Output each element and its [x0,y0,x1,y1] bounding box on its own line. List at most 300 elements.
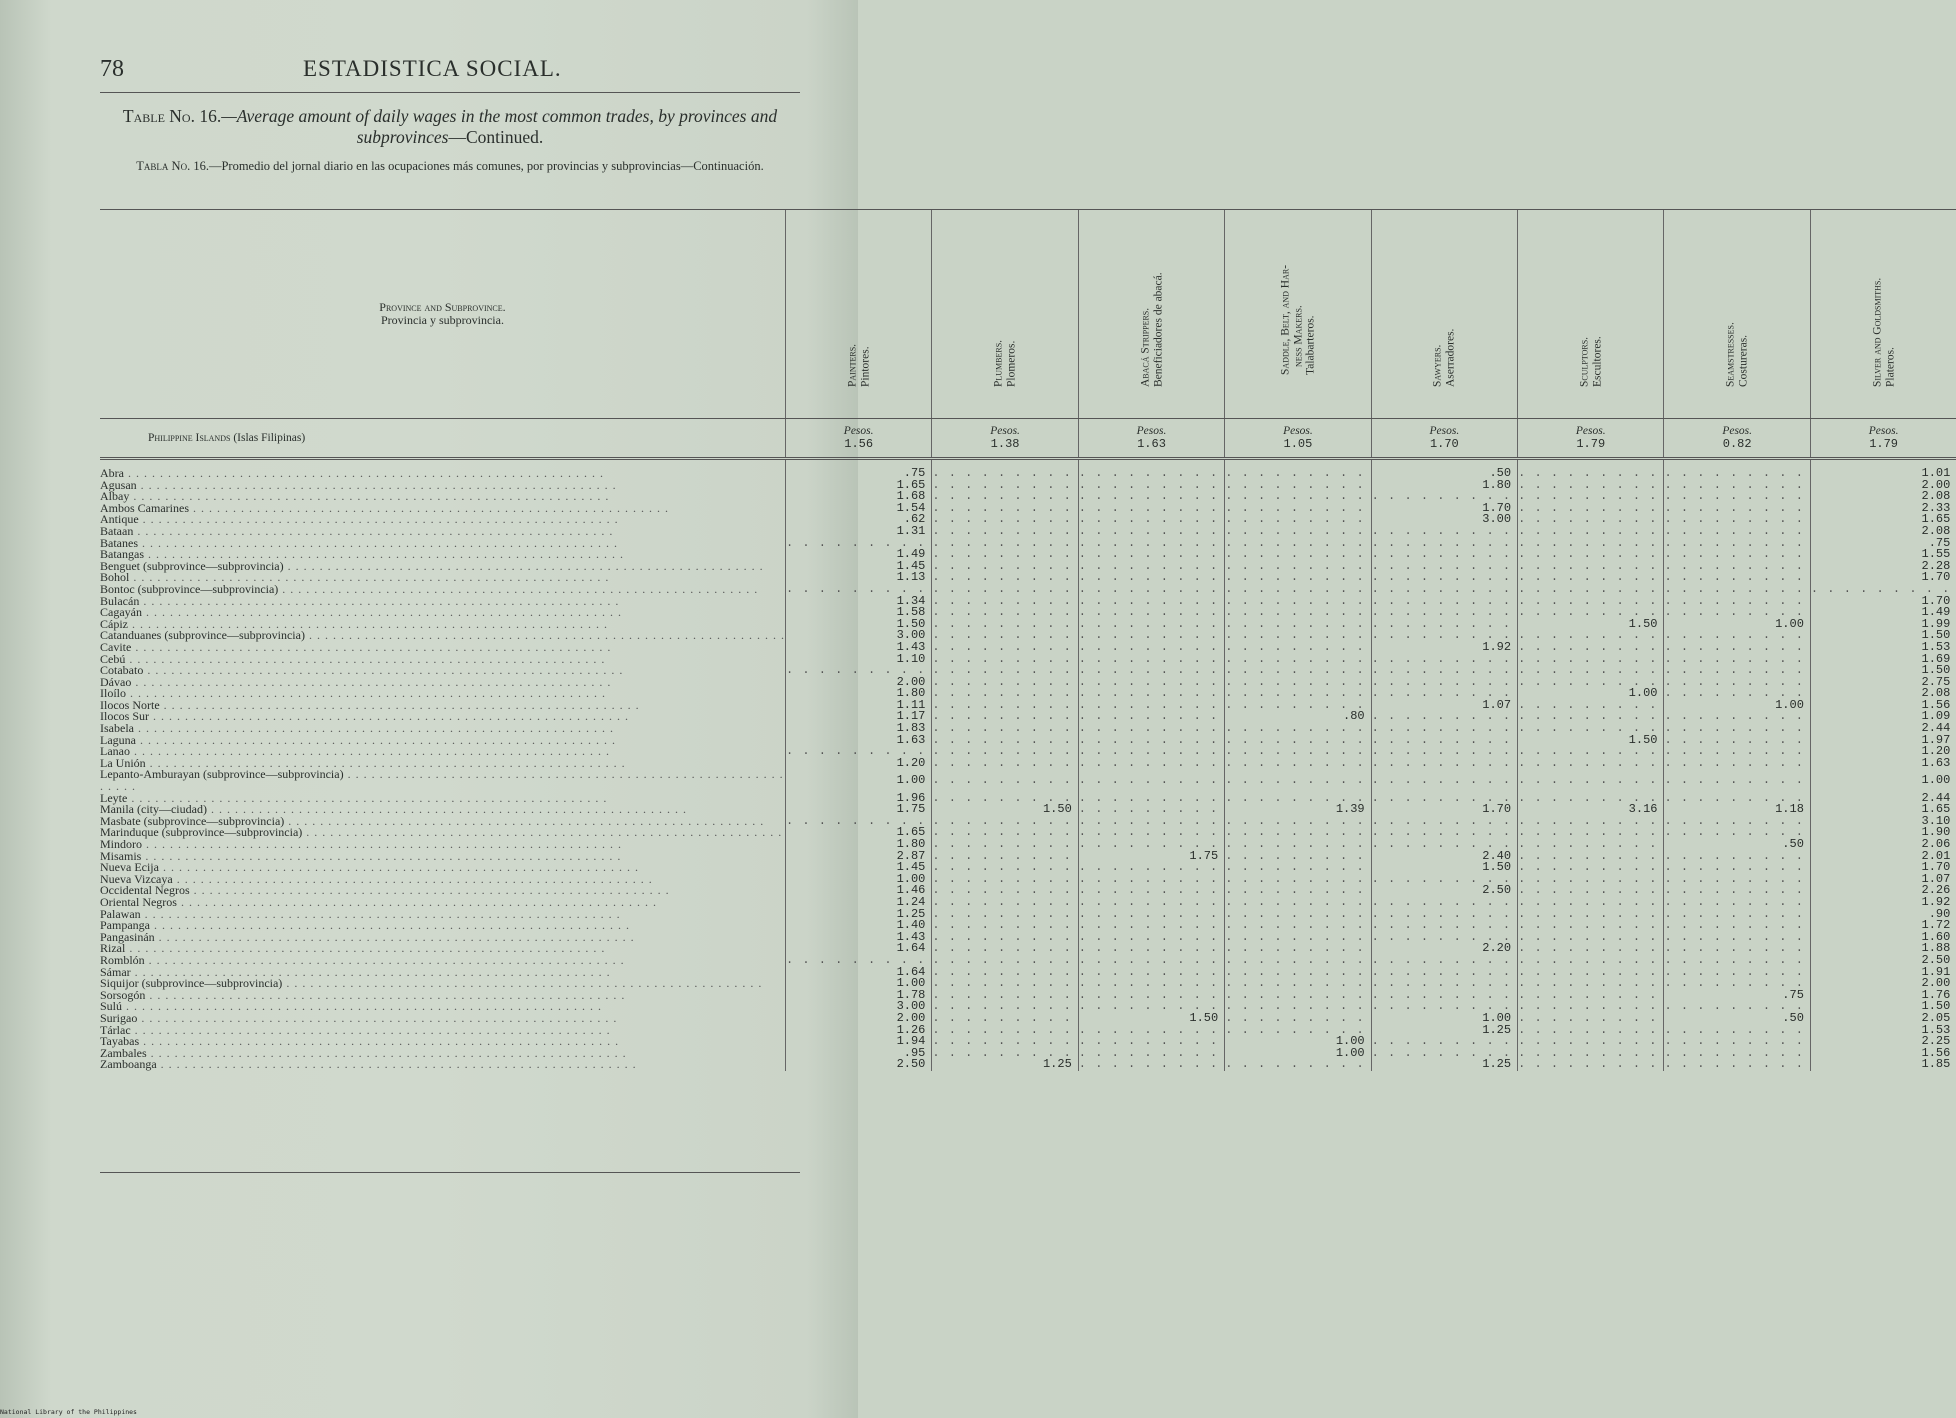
province-name-text: Misamis [100,848,142,863]
empty-cell-dots: . . . . . . . . . [1518,999,1658,1014]
wage-cell: 1.07 [1371,700,1517,712]
empty-cell-dots: . . . . . . . . . [1225,466,1365,480]
province-name-text: Lanao [100,744,130,759]
wage-cell: 1.85 [1810,1059,1956,1071]
empty-cell-dots: . . . . . . . . . [1225,500,1365,515]
empty-cell-dots: . . . . . . . . . [1078,773,1219,788]
empty-cell-dots: . . . . . . . . . [1078,802,1219,817]
empty-cell-dots: . . . . . . . . . [1664,466,1804,480]
wage-cell: 1.01 [1810,468,1956,480]
empty-cell-dots: . . . . . . . . . [1371,755,1512,770]
wage-cell: 1.46 [785,885,931,897]
table-label-en: Table No. 16. [122,106,222,126]
empty-cell-dots: . . . . . . . . . [932,790,1072,805]
wage-cell: 1.31 [785,526,931,538]
empty-cell-dots: . . . . . . . . . [1225,755,1365,770]
total-value: 1.79 [1869,437,1899,451]
wage-cell: 1.65 [785,480,931,492]
province-name-text: Bohol [100,570,130,585]
wage-cell: 1.88 [1810,943,1956,955]
province-name-text: Cotabato [100,663,144,678]
wage-cell [1225,1059,1371,1071]
empty-cell-dots: . . . . . . . . . [1078,883,1219,898]
empty-cell-dots: . . . . . . . . . [932,674,1072,689]
wage-cell: 2.08 [1810,526,1956,538]
empty-cell-dots: . . . . . . . . . [1518,628,1658,643]
wage-cell: 2.01 [1810,851,1956,863]
wage-cell: 1.63 [1810,758,1956,770]
unit-label: Pesos. [843,425,874,437]
empty-cell-dots: . . . . . . . . . [1664,628,1804,643]
empty-cell-dots: . . . . . . . . . [1371,825,1512,840]
province-name-text: Siquijor (subprovince—subprovincia) [100,976,283,991]
wage-cell: 2.06 [1810,839,1956,851]
wage-cell: 1.50 [1518,735,1664,747]
total-cell [1518,419,1664,459]
wage-cell: .75 [1664,990,1810,1002]
empty-cell-dots: . . . . . . . . . [1225,1022,1365,1037]
wage-cell: 1.80 [1371,480,1517,492]
empty-cell-dots: . . . . . . . . . [1078,906,1219,921]
leader-dots: . . . . . . . . . . . . . . . . . . . . . . . . . . . . . . . . . . . . . . . . . . . . . . . . . . . . . . . . . . . . [141,848,622,863]
empty-cell-dots: . . . . . . . . . [932,581,1072,596]
table-bottom-rule [100,1172,800,1173]
leader-dots: . . . . . . . . . . . . . . . . . . . . . . . . . . . . . . . . . . . . . . . . . . . . . . . . . . . . . . . . . . . . [141,605,622,620]
empty-cell-dots: . . . . . . . . . [785,813,926,828]
empty-cell-dots: . . . . . . . . . [1078,500,1219,515]
wage-cell: 1.40 [785,920,931,932]
col-en: Seamstresses. [1724,322,1737,387]
empty-cell-dots: . . . . . . . . . [1225,825,1365,840]
empty-cell-dots: . . . . . . . . . [932,964,1072,979]
wage-cell: 1.00 [785,874,931,886]
empty-cell-dots: . . . . . . . . . [1078,871,1219,886]
empty-cell-dots: . . . . . . . . . [1664,500,1804,515]
wage-cell: 1.54 [785,503,931,515]
empty-cell-dots: . . . . . . . . . [1225,477,1365,492]
empty-cell-dots: . . . . . . . . . [1518,605,1658,620]
empty-cell-dots: . . . . . . . . . [1078,744,1219,759]
empty-cell-dots: . . . . . . . . . [1225,547,1365,562]
leader-dots: . . . . . . . . . . . . . . . . . . . . . . . . . . . . . . . . . . . . . . . . . . . . . . . . . . . . . . . . . . . . [133,523,614,538]
empty-cell-dots: . . . . . . . . . [1078,964,1219,979]
empty-cell-dots: . . . . . . . . . [1664,941,1804,956]
wage-cell: 3.16 [1518,804,1664,816]
empty-cell-dots: . . . . . . . . . [1078,651,1219,666]
empty-cell-dots: . . . . . . . . . [932,1045,1072,1060]
empty-cell-dots: . . . . . . . . . [1664,813,1804,828]
wage-cell: 2.26 [1810,885,1956,897]
unit-label: Pesos. [1868,425,1899,437]
leader-dots: . . . . . . . . . . . . . . . . . . . . . . . . . . . . . . . . . . . . . . . . . . . . . . . . . . . . . . . . . . . . [146,1045,627,1060]
unit-label: Pesos. [990,425,1020,437]
wage-cell: 1.80 [785,839,931,851]
wage-cell: 1.20 [1810,746,1956,758]
wage-cell: 1.58 [785,607,931,619]
empty-cell-dots: . . . . . . . . . [1518,894,1658,909]
empty-cell-dots: . . . . . . . . . [1518,952,1658,967]
header-rule [100,92,800,93]
empty-cell-dots: . . . . . . . . . [1664,773,1804,788]
empty-cell-dots: . . . . . . . . . [932,686,1072,701]
empty-cell-dots: . . . . . . . . . [1078,860,1219,875]
empty-cell-dots: . . . . . . . . . [1371,837,1512,851]
empty-cell-dots: . . . . . . . . . [1518,721,1658,736]
empty-cell-dots: . . . . . . . . . [1664,952,1804,967]
empty-cell-dots: . . . . . . . . . [1664,639,1804,654]
col-es: Beneficiadores de abacá. [1151,272,1164,387]
empty-cell-dots: . . . . . . . . . [785,581,926,596]
empty-cell-dots: . . . . . . . . . [1518,744,1658,759]
wage-cell: 1.25 [1371,1059,1517,1071]
col-en: Abacá Strippers. [1139,307,1151,387]
column-header-sculptors [1518,210,1664,419]
empty-cell-dots: . . . . . . . . . [1518,906,1658,921]
wage-cell: 2.08 [1810,491,1956,503]
leader-dots: . . . . . . . . . . . . . . . . . . . . . . . . . . . . . . . . . . . . . . . . . . . . . . . . . . . . . . . . . . . . [129,744,610,759]
empty-cell-dots: . . . . . . . . . [1518,512,1658,527]
province-name-text: Tayabas [100,1034,140,1049]
wage-cell: 1.18 [1664,804,1810,816]
province-name-text: Ambos Camarines [100,500,189,515]
empty-cell-dots: . . . . . . . . . [1225,987,1365,1002]
empty-cell-dots: . . . . . . . . . [1078,976,1219,991]
province-name-text: Surigao [100,1010,138,1025]
wage-cell: 1.96 [785,793,931,805]
empty-cell-dots: . . . . . . . . . [1518,813,1658,828]
total-cell [932,419,1078,459]
empty-cell-dots: . . . . . . . . . [1810,581,1951,596]
empty-cell-dots: . . . . . . . . . [1225,674,1365,689]
wage-cell: 1.75 [1078,851,1224,863]
empty-cell-dots: . . . . . . . . . [1078,477,1219,492]
empty-cell-dots: . . . . . . . . . [1518,848,1658,863]
wage-cell [932,769,1078,792]
empty-cell-dots: . . . . . . . . . [1664,894,1804,909]
province-name-text: Laguna [100,732,136,747]
wage-cell: 1.49 [1810,607,1956,619]
wage-cell: 1.00 [1810,769,1956,792]
empty-cell-dots: . . . . . . . . . [932,837,1072,851]
empty-cell-dots: . . . . . . . . . [1518,558,1658,573]
province-name-text: Dávao [100,674,132,689]
empty-cell-dots: . . . . . . . . . [1225,837,1365,851]
province-name-text: Rizal [100,941,126,956]
empty-cell-dots: . . . . . . . . . [1225,581,1365,596]
total-value: 1.38 [990,437,1020,451]
empty-cell-dots: . . . . . . . . . [932,941,1072,956]
wage-cell: 1.26 [785,1025,931,1037]
empty-cell-dots: . . . . . . . . . [1371,535,1512,550]
leader-dots: . . . . . . . . . . . . . . . . . . . . . . . . . . . . . . . . . . . . . . . . . . . . . . . . . . . . . . . . . . . . [156,1057,637,1072]
empty-cell-dots: . . . . . . . . . [1371,952,1512,967]
empty-cell-dots: . . . . . . . . . [1518,941,1658,956]
leader-dots: . . . . . . . . . . . . . . . . . . . . . . . . . . . . . . . . . . . . . . . . . . . . . . . . . . . . . . . . . . . . [143,663,624,678]
wage-cell: 3.00 [785,1001,931,1013]
wage-cell: 1.00 [1664,700,1810,712]
empty-cell-dots: . . . . . . . . . [1518,523,1658,538]
wage-cell: 2.44 [1810,723,1956,735]
empty-cell-dots: . . . . . . . . . [1225,976,1365,991]
empty-cell-dots: . . . . . . . . . [1518,871,1658,886]
empty-cell-dots: . . . . . . . . . [1225,721,1365,736]
empty-cell-dots: . . . . . . . . . [1371,547,1512,562]
province-name-text: Romblón [100,952,145,967]
wage-cell: 2.00 [1810,978,1956,990]
col-es: Plomeros. [1005,340,1018,387]
empty-cell-dots: . . . . . . . . . [1371,593,1512,608]
col-en: Silver and Goldsmiths. [1871,277,1884,387]
col-en: Painters. [846,343,859,387]
leader-dots: . . . . . . . . . . . . . . . . . . . . . . . . . . . . . . . . . . . . . . . . . . . . . . . . . . . . . . . . . . . . [145,987,626,1002]
province-name-text: Nueva Vizcaya [100,871,173,886]
empty-cell-dots: . . . . . . . . . [932,500,1072,515]
leader-dots: . . . . . . . . . . . . . . . . . . . . . . . . . . . . . . . . . . . . . . . . . . . . . . . . . . . . . . . . . . . . [140,906,621,921]
empty-cell-dots: . . . . . . . . . [1664,663,1804,678]
table-title-es-text: —Promedio del jornal diario en las ocupaciones más comunes, por provincias y subprovincias—Continuación. [208,159,764,173]
province-name-text: Bataan [100,523,134,538]
empty-cell-dots: . . . . . . . . . [932,755,1072,770]
total-value: 1.70 [1429,437,1459,451]
col-en: Sculptors. [1578,336,1591,387]
leader-dots: . . . . . . . . . . . . . . . . . . . . . . . . . . . . . . . . . . . . . . . . . . . . . . . . . . . . . . . . . . . . [129,570,610,585]
empty-cell-dots: . . . . . . . . . [932,593,1072,608]
col-en-2: ness Makers. [1291,304,1304,367]
wage-cell: 1.43 [785,932,931,944]
leader-dots: . . . . . . . . . . . . . . . . . . . . . . . . . . . . . . . . . . . . . . . . . . . . . . . . . . . . . . . . . . . . [122,999,603,1014]
total-row-label [100,419,785,459]
empty-cell-dots: . . . . . . . . . [1078,721,1219,736]
wage-cell: 1.10 [785,654,931,666]
empty-cell-dots: . . . . . . . . . [1518,466,1658,480]
wage-cell: 1.65 [785,827,931,839]
empty-cell-dots: . . . . . . . . . [1371,709,1512,724]
empty-cell-dots: . . . . . . . . . [1371,558,1512,573]
leader-dots: . . . . . . . . . . . . . . . . . . . . . . . . . . . . . . . . . . . . . . . . . . . . . . . . . . . . . . . . . . . . [144,952,625,967]
empty-cell-dots: . . . . . . . . . [1078,489,1219,504]
empty-cell-dots: . . . . . . . . . [1225,558,1365,573]
col-en: Sawyers. [1431,344,1444,387]
wage-cell: 3.00 [1371,514,1517,526]
empty-cell-dots: . . . . . . . . . [932,999,1072,1014]
empty-cell-dots: . . . . . . . . . [1664,523,1804,538]
leader-dots: . . . . . . . . . . . . . . . . . . . . . . . . . . . . . . . . . . . . . . . . . . . . . . . . . . . . . . . . . . . . [124,466,604,480]
empty-cell-dots: . . . . . . . . . [932,663,1072,678]
empty-cell-dots: . . . . . . . . . [1371,663,1512,678]
wage-cell: 2.00 [785,677,931,689]
leader-dots: . . . . . . . . . . . . . . . . . . . . . . . . . . . . . . . . . . . . . . . . . . . . . . . . . . . . . . . . . . . . [131,674,612,689]
total-cell [785,419,931,459]
table-row [100,769,1956,792]
leader-dots: . . . . . . . . . . . . . . . . . . . . . . . . . . . . . . . . . . . . . . . . . . . . . . . . . . . . . . . . . . . . [142,837,622,851]
empty-cell-dots: . . . . . . . . . [1371,999,1512,1014]
empty-cell-dots: . . . . . . . . . [1371,744,1512,759]
wage-cell: .50 [1664,1013,1810,1025]
empty-cell-dots: . . . . . . . . . [1225,813,1365,828]
running-title: ESTADISTICA SOCIAL. [303,56,562,81]
empty-cell-dots: . . . . . . . . . [1664,581,1804,596]
empty-cell-dots: . . . . . . . . . [1664,593,1804,608]
wage-cell: 2.75 [1810,677,1956,689]
empty-cell-dots: . . . . . . . . . [1664,547,1804,562]
empty-cell-dots: . . . . . . . . . [1225,744,1365,759]
empty-cell-dots: . . . . . . . . . [932,547,1072,562]
wage-cell: 1.78 [785,990,931,1002]
total-cell [1225,419,1371,459]
empty-cell-dots: . . . . . . . . . [1078,593,1219,608]
library-footer: National Library of the Philippines [0,1408,137,1416]
wage-cell: 1.55 [1810,549,1956,561]
province-name-text: Oriental Negros [100,894,177,909]
empty-cell-dots: . . . . . . . . . [1225,999,1365,1014]
empty-cell-dots: . . . . . . . . . [1371,721,1512,736]
province-name-text: Leyte [100,790,128,805]
empty-cell-dots: . . . . . . . . . [932,535,1072,550]
column-header-plumbers [932,210,1078,419]
empty-cell-dots: . . . . . . . . . [1225,732,1365,747]
empty-cell-dots: . . . . . . . . . [932,512,1072,527]
province-name-text: Cagayán [100,605,142,620]
province-name-text: Iloílo [100,686,126,701]
empty-cell-dots: . . . . . . . . . [1078,894,1219,909]
empty-cell-dots: . . . . . . . . . [1518,709,1658,724]
empty-cell-dots: . . . . . . . . . [1664,686,1804,701]
wage-cell: 1.64 [785,943,931,955]
empty-cell-dots: . . . . . . . . . [1664,1034,1804,1049]
column-header-saddle-makers [1225,210,1371,419]
empty-cell-dots: . . . . . . . . . [1371,523,1512,538]
wage-cell: 1.50 [1810,665,1956,677]
empty-cell-dots: . . . . . . . . . [1225,871,1365,886]
empty-cell-dots: . . . . . . . . . [1518,976,1658,991]
empty-cell-dots: . . . . . . . . . [1078,709,1219,724]
empty-cell-dots: . . . . . . . . . [1078,732,1219,747]
province-name-text: Occidental Negros [100,883,190,898]
empty-cell-dots: . . . . . . . . . [1078,1034,1219,1049]
wage-cell: 1.43 [785,642,931,654]
empty-cell-dots: . . . . . . . . . [1664,755,1804,770]
empty-cell-dots: . . . . . . . . . [932,1022,1072,1037]
empty-cell-dots: . . . . . . . . . [1225,894,1365,909]
column-header-silversmiths [1810,210,1956,419]
empty-cell-dots: . . . . . . . . . [1371,616,1512,631]
province-name-text: Tárlac [100,1022,131,1037]
empty-cell-dots: . . . . . . . . . [1664,860,1804,875]
empty-cell-dots: . . . . . . . . . [1225,535,1365,550]
wage-cell: 1.24 [785,897,931,909]
empty-cell-dots: . . . . . . . . . [1518,964,1658,979]
empty-cell-dots: . . . . . . . . . [1518,477,1658,492]
table-header-row [100,210,1956,419]
empty-cell-dots: . . . . . . . . . [1518,651,1658,666]
empty-cell-dots: . . . . . . . . . [1518,837,1658,851]
province-name-text: Antique [100,512,139,527]
empty-cell-dots: . . . . . . . . . [1518,790,1658,805]
page-number: 78 [100,56,124,82]
leader-dots: . . . . . . . . . . . . . . . . . . . . . . . . . . . . . . . . . . . . . . . . . . . . . . . . . . . . . . . . . . . . [138,535,618,550]
empty-cell-dots: . . . . . . . . . [1371,813,1512,828]
empty-cell-dots: . . . . . . . . . [932,871,1072,886]
empty-cell-dots: . . . . . . . . . [1078,825,1219,840]
wage-cell [1225,755,1371,770]
wage-cell: 1.00 [1664,619,1810,631]
empty-cell-dots: . . . . . . . . . [1518,773,1658,788]
empty-cell-dots: . . . . . . . . . [785,535,926,550]
empty-cell-dots: . . . . . . . . . [1371,628,1512,643]
leader-dots: . . . . . . . . . . . . . . . . . . . . . . . . . . . . . . . . . . . . . . . . . . . . . . . . . . . . . . . . . . . . [150,918,630,933]
leader-dots: . . . . . . . . . . . . . . . . . . . . . . . . . . . . . . . . . . . . . . . . . . . . . . . . . . . . . . . . . . . . [133,721,614,736]
empty-cell-dots: . . . . . . . . . [1518,697,1658,712]
empty-cell-dots: . . . . . . . . . [1225,616,1365,631]
empty-cell-dots: . . . . . . . . . [1664,732,1804,747]
wage-cell: 2.00 [1810,480,1956,492]
wage-cell: 1.13 [785,572,931,584]
empty-cell-dots: . . . . . . . . . [932,860,1072,875]
empty-cell-dots: . . . . . . . . . [1225,964,1365,979]
empty-cell-dots: . . . . . . . . . [1371,976,1512,991]
empty-cell-dots: . . . . . . . . . [1225,663,1365,678]
empty-cell-dots: . . . . . . . . . [1518,1057,1658,1072]
empty-cell-dots: . . . . . . . . . [932,825,1072,840]
province-name-text: La Unión [100,755,146,770]
wage-cell: 1.50 [932,804,1078,816]
wage-cell: 2.08 [1810,688,1956,700]
wage-cell: 1.68 [785,491,931,503]
total-value: 1.05 [1283,437,1313,451]
leader-dots: . . . . . . . . . . . . . . . . . . . . . . . . . . . . . . . . . . . . . . . . . . . . . . . . . . . . . . . . . . . . [130,1022,611,1037]
empty-cell-dots: . . . . . . . . . [1664,918,1804,933]
leader-dots: . . . . . . . . . . . . . . . . . . . . . . . . . . . . . . . . . . . . . . . . . . . . . . . . . . . . . . . . . . . . [176,894,657,909]
province-name-text: Mindoro [100,837,142,851]
empty-cell-dots: . . . . . . . . . [1371,1045,1512,1060]
wage-cell: 1.00 [785,769,931,792]
empty-cell-dots: . . . . . . . . . [1078,512,1219,527]
province-name-text: Pangasinán [100,929,155,944]
province-name-text: Isabela [100,721,134,736]
wage-cell: 1.25 [785,909,931,921]
empty-cell-dots: . . . . . . . . . [1518,1022,1658,1037]
empty-cell-dots: . . . . . . . . . [932,523,1072,538]
col-es: Escultores. [1590,336,1603,387]
leader-dots: . . . . . . . . . . . . . . . . . . . . . . . . . . . . . . . . . . . . . . . . . . . . . . . . . . . . . . . . . . . . [138,512,619,527]
empty-cell-dots: . . . . . . . . . [932,466,1072,480]
empty-cell-dots: . . . . . . . . . [1078,1057,1219,1072]
empty-cell-dots: . . . . . . . . . [1225,790,1365,805]
province-name-text: Cápiz [100,616,128,631]
leader-dots: . . . . . . . . . . . . . . . . . . . . . . . . . . . . . . . . . . . . . . . . . . . . . . . . . . . . . . . . . . . . [100,767,784,794]
table-row [100,1059,1956,1071]
empty-cell-dots: . . . . . . . . . [1664,848,1804,863]
table-title-en-text: —Average amount of daily wages in the most common trades, by provinces and subprovinces [221,106,778,147]
empty-cell-dots: . . . . . . . . . [1518,883,1658,898]
empty-cell-dots: . . . . . . . . . [932,721,1072,736]
province-name-text: Benguet (subprovince—subprovincia) [100,558,284,573]
leader-dots: . . . . . . . . . . . . . . . . . . . . . . . . . . . . . . . . . . . . . . . . . . . . . . . . . . . . . . . . . . . . [149,709,629,724]
empty-cell-dots: . . . . . . . . . [1371,605,1512,620]
running-header [100,56,800,86]
leader-dots: . . . . . . . . . . . . . . . . . . . . . . . . . . . . . . . . . . . . . . . . . . . . . . . . . . . . . . . . . . . . [136,477,617,492]
empty-cell-dots: . . . . . . . . . [1664,790,1804,805]
wage-cell: 1.60 [1810,932,1956,944]
empty-cell-dots: . . . . . . . . . [1518,1034,1658,1049]
province-name-text: Bontoc (subprovince—subprovincia) [100,581,279,596]
province-name-text: Lepanto-Amburayan (subprovince—subprovincia) [100,767,344,782]
empty-cell-dots: . . . . . . . . . [1518,663,1658,678]
empty-cell-dots: . . . . . . . . . [1225,639,1365,654]
leader-dots: . . . . . . . . . . . . . . . . . . . . . . . . . . . . . . . . . . . . . . . . . . . . . . . . . . . . . . . . . . . . [189,500,669,515]
wage-cell: .80 [1225,711,1371,723]
column-header-seamstresses [1664,210,1810,419]
